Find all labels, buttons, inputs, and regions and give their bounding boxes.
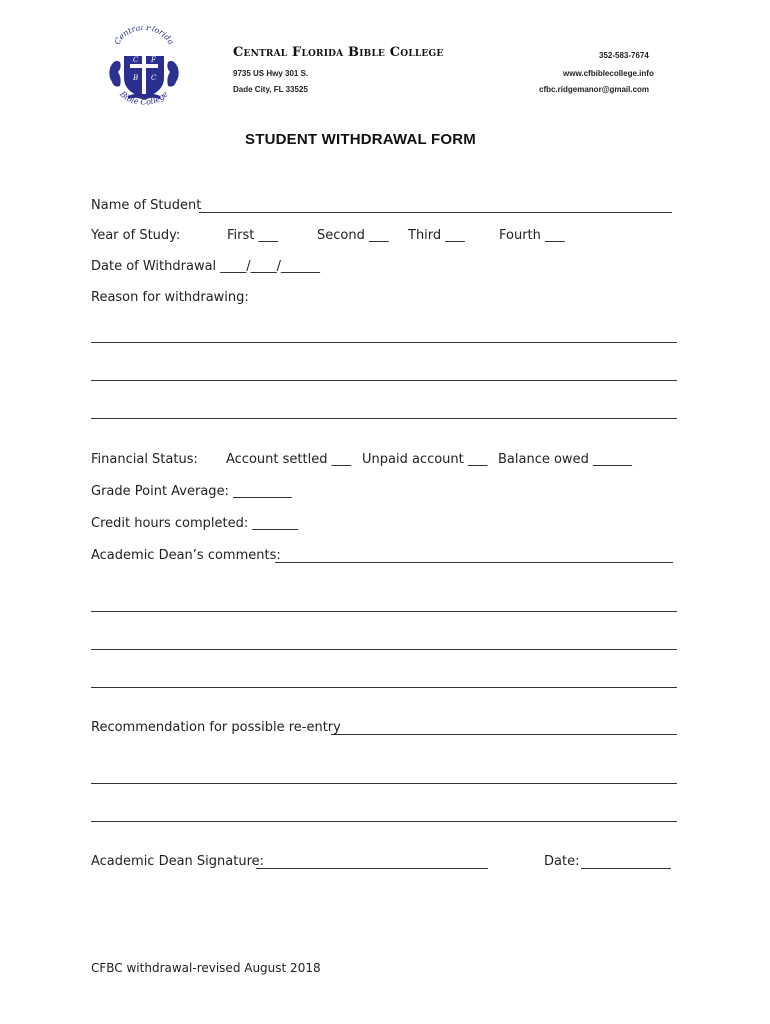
svg-text:Central Florida: Central Florida [112,26,176,47]
financial-option-unpaid[interactable]: Unpaid account ___ [362,452,488,467]
signature-date-label: Date: [544,854,580,869]
gpa-field[interactable]: Grade Point Average: _________ [91,484,292,499]
year-option-fourth[interactable]: Fourth ___ [499,228,565,243]
reentry-field[interactable] [331,734,677,735]
form-title: STUDENT WITHDRAWAL FORM [245,131,476,148]
reason-line-2[interactable] [91,380,677,381]
reentry-line-1[interactable] [91,783,677,784]
svg-text:C: C [133,56,139,64]
credit-hours-field[interactable]: Credit hours completed: _______ [91,516,298,531]
student-name-field[interactable] [199,212,672,213]
dean-signature-label: Academic Dean Signature: [91,854,265,869]
email-link[interactable]: cfbc.ridgemanor@gmail.com [539,85,650,94]
dean-comments-line-2[interactable] [91,649,677,650]
reason-line-1[interactable] [91,342,677,343]
reason-line-3[interactable] [91,418,677,419]
dean-comments-line-1[interactable] [91,611,677,612]
reentry-label: Recommendation for possible re-entry [91,720,341,735]
college-name: Central Florida Bible College [233,45,444,60]
reason-label: Reason for withdrawing: [91,290,249,305]
year-option-third[interactable]: Third ___ [408,228,465,243]
svg-text:C: C [151,74,157,82]
dean-comments-label: Academic Dean’s comments: [91,548,281,563]
college-crest-logo [104,26,184,112]
financial-option-settled[interactable]: Account settled ___ [226,452,352,467]
student-name-label: Name of Student [91,198,202,213]
year-option-first[interactable]: First ___ [227,228,278,243]
address-line-2: Dade City, FL 33525 [233,85,308,94]
financial-option-balance[interactable]: Balance owed ______ [498,452,632,467]
revision-footer: CFBC withdrawal-revised August 2018 [91,961,321,975]
address-line-1: 9735 US Hwy 301 S. [233,69,309,78]
dean-signature-field[interactable] [256,868,488,869]
reentry-line-2[interactable] [91,821,677,822]
dean-comments-line-3[interactable] [91,687,677,688]
year-of-study-label: Year of Study: [91,228,181,243]
svg-text:B: B [133,74,139,82]
website-link[interactable]: www.cfbiblecollege.info [563,69,654,78]
year-option-second[interactable]: Second ___ [317,228,389,243]
crest-icon [104,26,184,112]
withdrawal-date-field[interactable]: Date of Withdrawal ____/____/______ [91,259,321,274]
phone-number: 352-583-7674 [599,51,649,60]
signature-date-field[interactable] [581,868,671,869]
dean-comments-field[interactable] [275,562,673,563]
financial-status-label: Financial Status: [91,452,198,467]
svg-text:F: F [151,56,156,64]
svg-text:Bible College: Bible College [118,89,170,107]
